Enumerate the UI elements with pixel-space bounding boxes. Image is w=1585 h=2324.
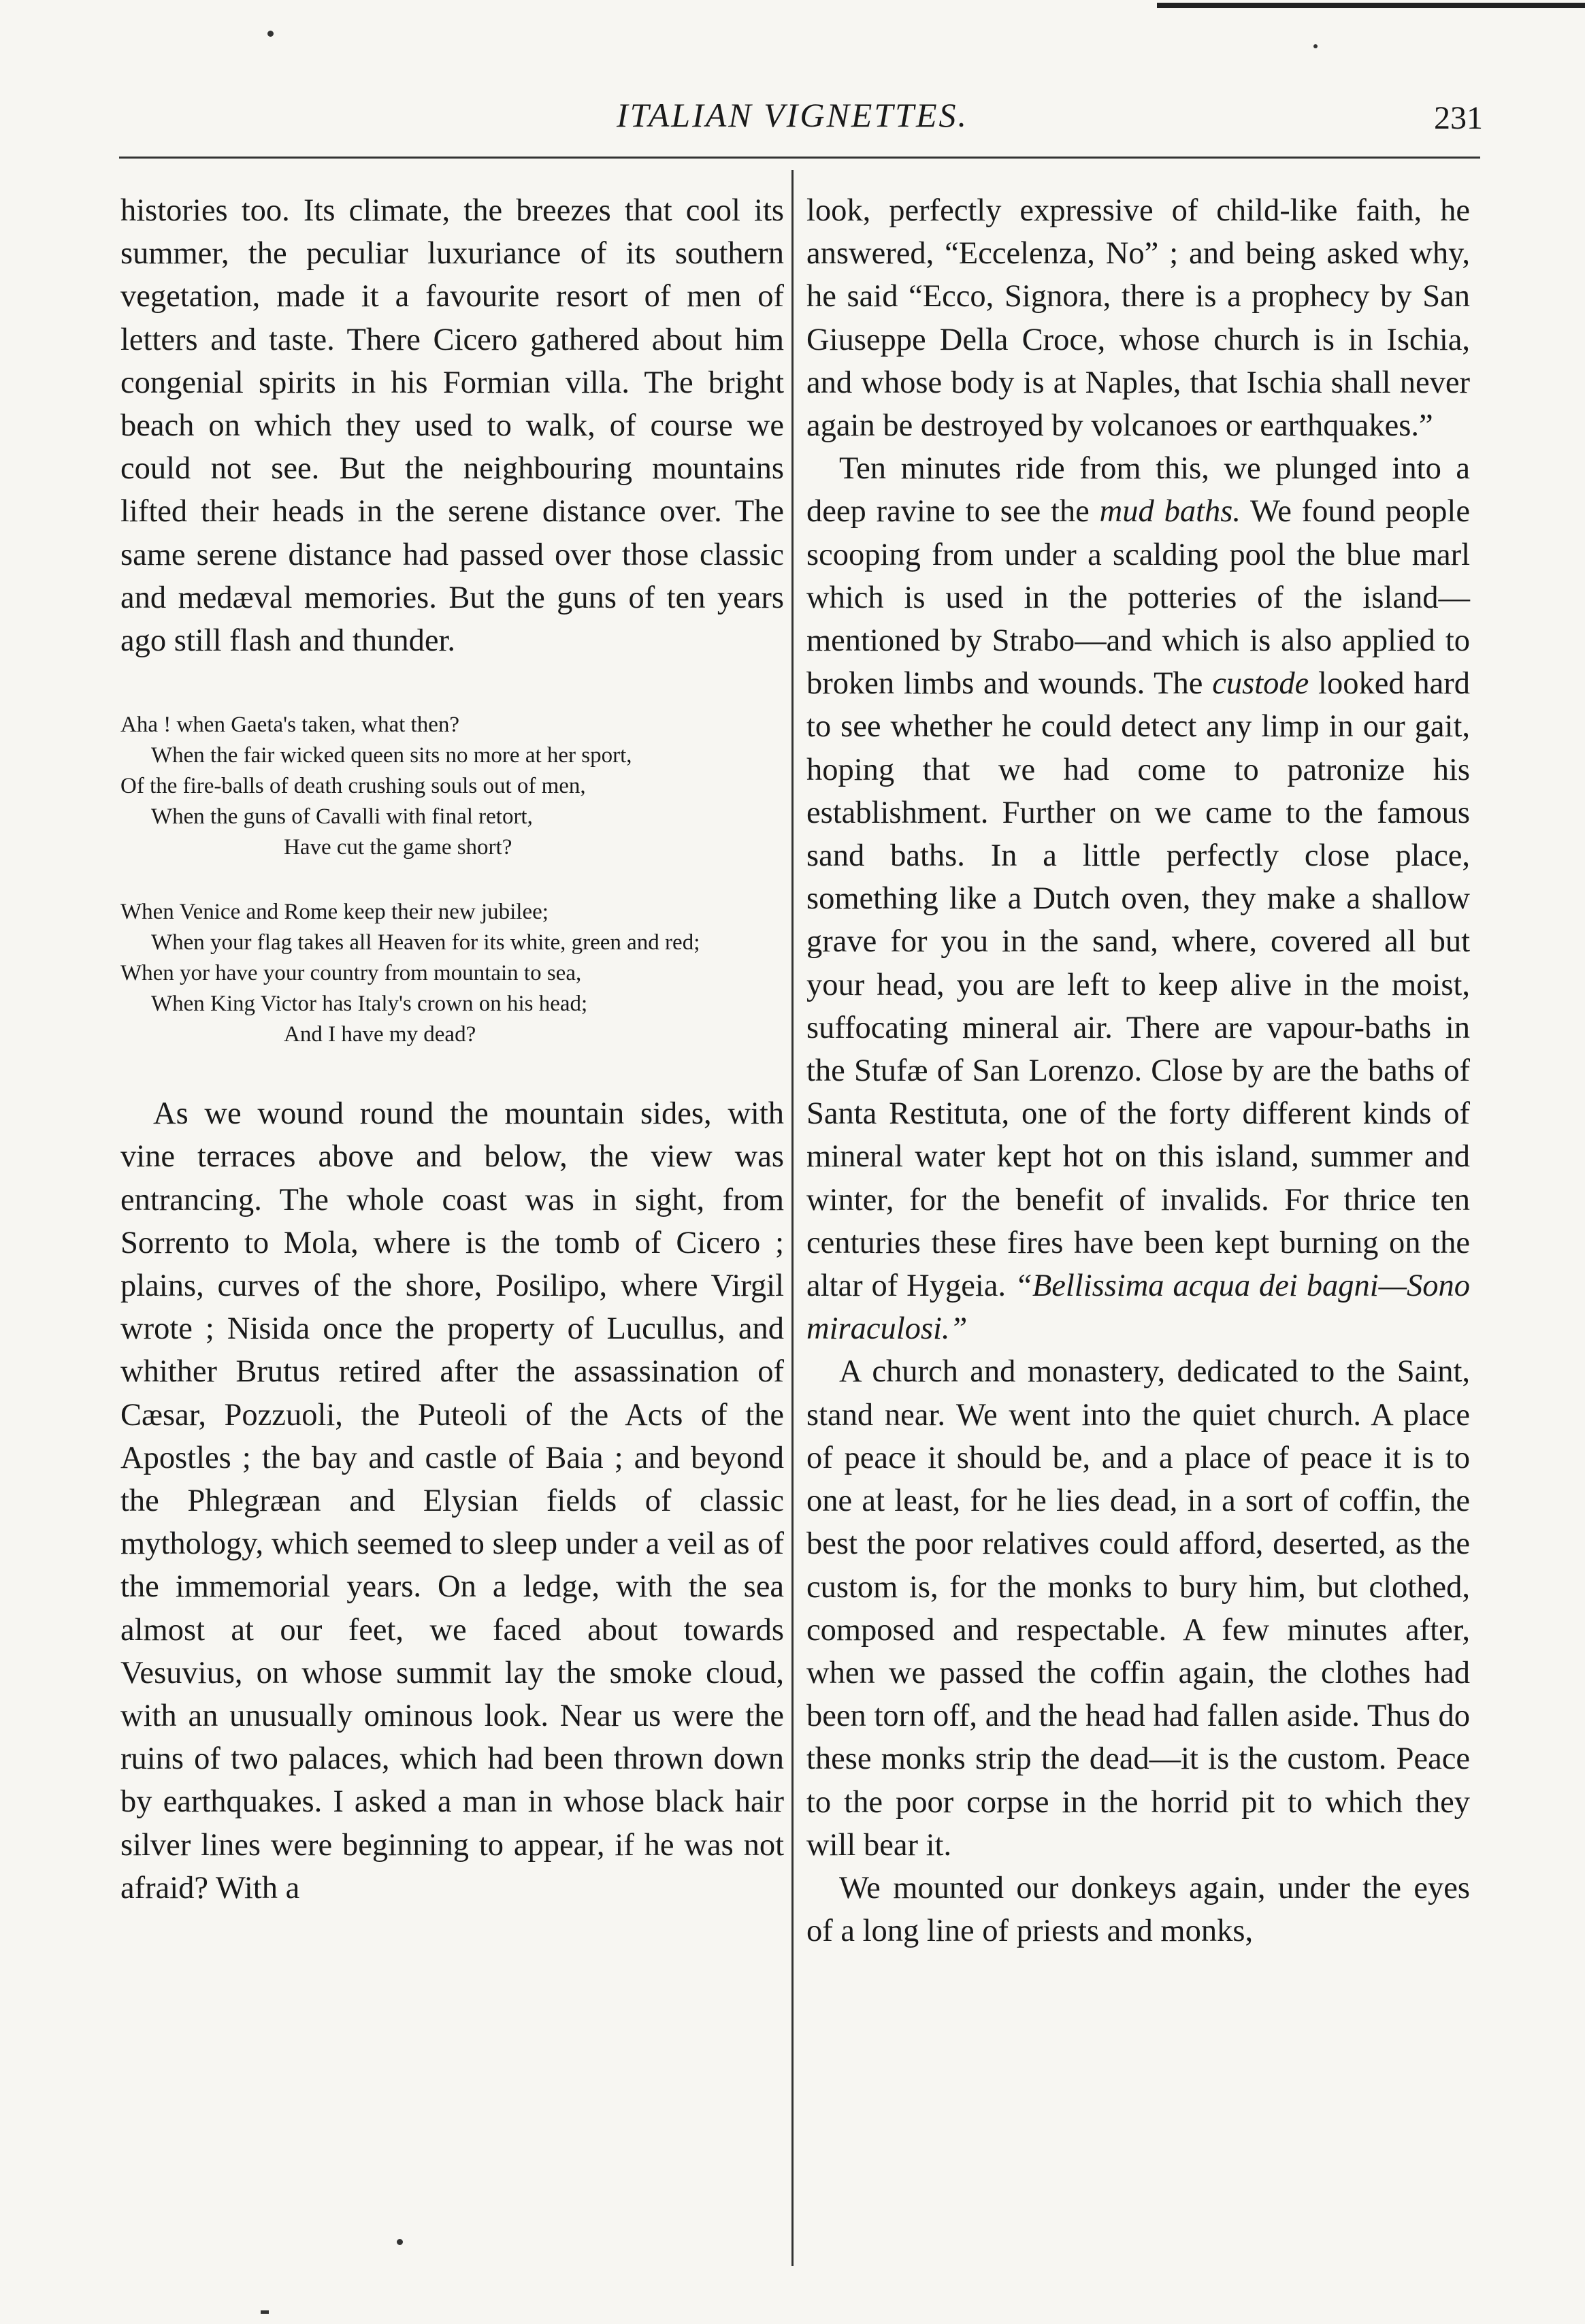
poem-stanza-1 <box>120 710 784 863</box>
italic-quotation: “Bellissima acqua dei bagni—Sono miraculosi.” <box>806 1269 1470 1347</box>
poem-line: When yor have your country from mountain to sea, <box>120 961 582 986</box>
header-rule <box>119 157 1480 159</box>
italic-custode: custode <box>1212 666 1309 702</box>
text-run: looked hard to see whether he could detect any limp in our gait, hoping that we had come to patronize his establishment. Further on we came to the famous sand baths. In a little perfectly close place, something like a Dutch oven, they make a shallow grave for you in the sand, where, covered all but your head, you are left to keep alive in the moist, suffocating mineral air. There are vapour-baths in the Stufæ of San Lorenzo. Close by are the baths of Santa Restituta, one of the forty different kinds of mineral water kept hot on this island, summer and winter, for the benefit of invalids. For thrice ten centuries these fires have been kept burning on the altar of Hygeia. <box>806 666 1471 1304</box>
print-speck <box>1313 44 1318 48</box>
print-speck <box>397 2239 403 2245</box>
right-paragraph-2 <box>806 447 1470 1350</box>
print-speck <box>261 2310 269 2314</box>
right-column <box>806 189 1470 1952</box>
right-paragraph-3: A church and monastery, dedicated to the Saint, stand near. We went into the quiet church. A place of peace it should be, and a place of peace it is to one at least, for he lies dead, in a sort of coffin, the best the poor relatives could afford, deserted, as the custom is, for the monks to bury him, but clothed, composed and respectable. A few minutes after, when we passed the coffin again, the clothes had been torn off, and the head had fallen aside. Thus do these monks strip the dead—it is the custom. Peace to the poor corpse in the horrid pit to which they will bear it. <box>806 1354 1470 1863</box>
text-run: Ten minutes ride from this, we plunged into a deep ravine to see the <box>806 451 1470 529</box>
right-paragraph-1: look, perfectly expressive of child-like faith, he answered, “Eccelenza, No” ; and being asked why, he said “Ecco, Signora, there is a prophecy by San Giuseppe Della Croce, whose church is in Ischia, and whose body is at Naples, that Ischia shall never again be destroyed by volcanoes or earthquakes.” <box>806 193 1470 444</box>
left-column <box>120 189 784 1910</box>
running-title: ITALIAN VIGNETTES. <box>617 96 968 134</box>
poem-line: When the fair wicked queen sits no more at her sport, <box>151 743 632 768</box>
poem-line: When your flag takes all Heaven for its white, green and red; <box>151 930 700 955</box>
poem-line: When the guns of Cavalli with final retort, <box>151 804 533 830</box>
poem-stanza-2 <box>120 897 784 1050</box>
top-edge-rule <box>1157 3 1585 8</box>
left-paragraph-2: As we wound round the mountain sides, with vine terraces above and below, the view was entrancing. The whole coast was in sight, from Sorrento to Mola, where is the tomb of Cicero ; plains, curves of the shore, Posilipo, where Virgil wrote ; Nisida once the property of Lucullus, and whither Brutus retired after the assassination of Cæsar, Pozzuoli, the Puteoli of the Acts of the Apostles ; the bay and castle of Baia ; and beyond the Phlegræan and Elysian fields of classic mythology, which seemed to sleep under a veil as of the immemorial years. On a ledge, with the sea almost at our feet, we faced about towards Vesuvius, on whose summit lay the smoke cloud, with an unusually ominous look. Near us were the ruins of two palaces, which had been thrown down by earthquakes. I asked a man in whose black hair silver lines were beginning to appear, if he was not afraid? With a <box>120 1096 784 1905</box>
page-number: 231 <box>1434 100 1483 136</box>
page-header <box>0 87 1585 148</box>
poem-line: When King Victor has Italy's crown on his head; <box>151 992 588 1017</box>
italic-mud-baths: mud baths. <box>1099 494 1241 529</box>
poem-line: Have cut the game short? <box>284 835 512 860</box>
poem-line: Of the fire-balls of death crushing souls out of men, <box>120 774 586 799</box>
print-speck <box>267 31 274 37</box>
poem <box>120 710 784 1050</box>
left-paragraph-1: histories too. Its climate, the breezes that cool its summer, the peculiar luxuriance of its southern vegetation, made it a favourite resort of men of letters and taste. There Cicero gathered about him congenial spirits in his Formian villa. The bright beach on which they used to walk, of course we could not see. But the neighbouring mountains lifted their heads in the serene distance over. The same serene distance had passed over those classic and medæval memories. But the guns of ten years ago still flash and thunder. <box>120 193 784 659</box>
column-divider <box>791 170 794 2266</box>
poem-line: Aha ! when Gaeta's taken, what then? <box>120 713 459 738</box>
poem-line: And I have my dead? <box>284 1022 476 1047</box>
poem-line: When Venice and Rome keep their new jubilee; <box>120 900 549 925</box>
right-paragraph-4: We mounted our donkeys again, under the eyes of a long line of priests and monks, <box>806 1870 1470 1949</box>
text-run: We found people scooping from under a scalding pool the blue marl which is used in the potteries of the island—mentioned by Strabo—and which is also applied to broken limbs and wounds. The <box>806 494 1470 702</box>
